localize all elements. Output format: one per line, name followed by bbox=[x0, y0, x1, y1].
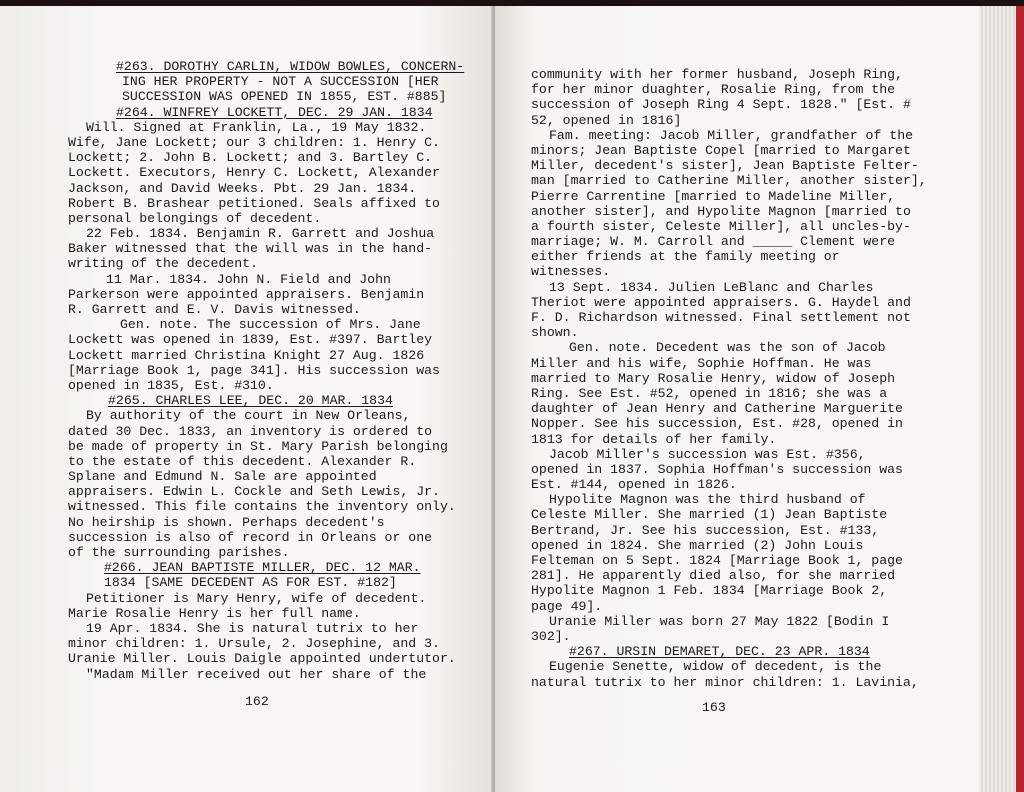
text-line: succession of Joseph Ring 4 Sept. 1828." [Est. # bbox=[531, 97, 911, 113]
text-line: opened in 1837. Sophia Hoffman's succession was bbox=[531, 461, 903, 477]
entry-heading-264: #264. WINFREY LOCKETT, DEC. 29 JAN. 1834 bbox=[116, 104, 433, 120]
text-line: daughter of Jean Henry and Catherine Marguerite bbox=[531, 401, 903, 417]
text-line: Jacob Miller's succession was Est. #356, bbox=[549, 446, 866, 462]
text-line: a fourth sister, Celeste Miller], all uncles-by- bbox=[531, 218, 911, 234]
text-line: 1813 for details of her family. bbox=[531, 431, 777, 447]
text-line: Lockett. Executors, Henry C. Lockett, Alexander bbox=[68, 165, 440, 181]
text-line: Hypolite Magnon was the third husband of bbox=[549, 492, 866, 508]
text-line: Ring. See Est. #52, opened in 1816; she was a bbox=[531, 385, 888, 401]
text-line: another sister], and Hypolite Magnon [married to bbox=[531, 203, 911, 219]
text-line: writing of the decedent. bbox=[68, 256, 258, 272]
right-page-number: 163 bbox=[702, 700, 726, 715]
text-line: to the estate of this decedent. Alexander R. bbox=[68, 453, 417, 469]
text-line: Splane and Edmund N. Sale are appointed bbox=[68, 469, 377, 485]
text-line: 22 Feb. 1834. Benjamin R. Garrett and Joshua bbox=[86, 226, 435, 242]
text-line: minors; Jean Baptiste Copel [married to Margaret bbox=[531, 142, 911, 158]
text-line: 1834 [SAME DECEDENT AS FOR EST. #182] bbox=[104, 575, 397, 591]
text-line: witnessed. This file contains the inventory only. bbox=[68, 499, 456, 515]
right-page-text bbox=[531, 67, 927, 690]
text-line: By authority of the court in New Orleans, bbox=[86, 408, 411, 424]
text-line: Uranie Miller. Louis Daigle appointed undertutor. bbox=[68, 651, 456, 667]
text-line: community with her former husband, Joseph Ring, bbox=[531, 67, 903, 82]
text-line: man [married to Catherine Miller, another sister], bbox=[531, 173, 927, 189]
text-line: shown. bbox=[531, 325, 579, 341]
text-line: Gen. note. Decedent was the son of Jacob bbox=[569, 340, 886, 356]
text-line: either friends at the family meeting or bbox=[531, 249, 840, 265]
text-line: Miller, decedent's sister], Jean Baptiste Felter- bbox=[531, 158, 919, 174]
text-line: Est. #144, opened in 1826. bbox=[531, 477, 737, 493]
text-line: Lockett; 2. John B. Lockett; and 3. Bartley C. bbox=[68, 150, 433, 166]
text-line: [Marriage Book 1, page 341]. His succession was bbox=[68, 362, 440, 378]
text-line: Baker witnessed that the will was in the hand- bbox=[68, 241, 433, 257]
text-line: marriage; W. M. Carroll and _____ Clement were bbox=[531, 234, 896, 250]
text-line: be made of property in St. Mary Parish belonging bbox=[68, 438, 448, 454]
text-line: Marie Rosalie Henry is her full name. bbox=[68, 605, 361, 621]
text-line: Wife, Jane Lockett; our 3 children: 1. Henry C. bbox=[68, 134, 440, 150]
text-line: Lockett married Christina Knight 27 Aug. 1826 bbox=[68, 347, 425, 363]
text-line: appraisers. Edwin L. Cockle and Seth Lewis, Jr. bbox=[68, 484, 440, 500]
text-line: Gen. note. The succession of Mrs. Jane bbox=[120, 317, 421, 333]
text-line: personal belongings of decedent. bbox=[68, 210, 322, 226]
text-line: Eugenie Senette, widow of decedent, is the bbox=[549, 659, 882, 675]
text-line: opened in 1835, Est. #310. bbox=[68, 377, 274, 393]
text-line: succession is also of record in Orleans or one bbox=[68, 529, 433, 545]
text-line: Pierre Carrentine [married to Madeline Miller, bbox=[531, 188, 896, 204]
text-line: Celeste Miller. She married (1) Jean Baptiste bbox=[531, 507, 888, 523]
entry-heading-267: #267. URSIN DEMARET, DEC. 23 APR. 1834 bbox=[569, 644, 870, 660]
text-line: dated 30 Dec. 1833, an inventory is ordered to bbox=[68, 423, 433, 439]
text-line: ING HER PROPERTY - NOT A SUCCESSION [HER bbox=[122, 74, 439, 90]
entry-heading-265: #265. CHARLES LEE, DEC. 20 MAR. 1834 bbox=[108, 393, 393, 409]
text-line: Theriot were appointed appraisers. G. Haydel and bbox=[531, 294, 911, 310]
text-line: Lockett was opened in 1839, Est. #397. Bartley bbox=[68, 332, 433, 348]
cover-edge bbox=[1016, 6, 1024, 792]
text-line: Felteman on 5 Sept. 1824 [Marriage Book 1, page bbox=[531, 553, 903, 568]
text-line: No heirship is shown. Perhaps decedent's bbox=[68, 514, 385, 530]
text-line: 281]. He apparently died also, for she married bbox=[531, 568, 896, 584]
text-line: 52, opened in 1816] bbox=[531, 112, 682, 128]
text-line: for her minor duaghter, Rosalie Ring, from the bbox=[531, 82, 896, 98]
text-line: Parkerson were appointed appraisers. Benjamin bbox=[68, 286, 425, 302]
text-line: minor children: 1. Ursule, 2. Josephine, and 3. bbox=[68, 636, 440, 652]
entry-heading-266: #266. JEAN BAPTISTE MILLER, DEC. 12 MAR. bbox=[104, 560, 421, 576]
text-line: Nopper. See his succession, Est. #28, opened in bbox=[531, 416, 903, 432]
text-line: Hypolite Magnon 1 Feb. 1834 [Marriage Book 2, bbox=[531, 583, 888, 599]
text-line: R. Garrett and E. V. Davis witnessed. bbox=[68, 302, 361, 317]
text-line: Jackson, and David Weeks. Pbt. 29 Jan. 1834. bbox=[68, 180, 417, 196]
text-line: 302]. bbox=[531, 628, 571, 644]
text-line: Will. Signed at Franklin, La., 19 May 1832. bbox=[86, 119, 427, 135]
text-line: "Madam Miller received out her share of the bbox=[86, 666, 427, 682]
text-line: Miller and his wife, Sophie Hoffman. He was bbox=[531, 355, 872, 371]
text-line: page 49]. bbox=[531, 598, 603, 614]
left-page-text bbox=[68, 59, 464, 682]
text-line: natural tutrix to her minor children: 1. Lavinia, bbox=[531, 674, 919, 690]
text-line: 11 Mar. 1834. John N. Field and John bbox=[106, 271, 391, 287]
text-line: Uranie Miller was born 27 May 1822 [Bodin I bbox=[549, 613, 890, 629]
text-line: Fam. meeting: Jacob Miller, grandfather of the bbox=[549, 127, 914, 143]
entry-heading-263: #263. DOROTHY CARLIN, WIDOW BOWLES, CONCERN- bbox=[116, 59, 465, 74]
text-line: opened in 1824. She married (2) John Louis bbox=[531, 537, 864, 553]
text-line: Bertrand, Jr. See his succession, Est. #133, bbox=[531, 522, 880, 538]
text-line: 19 Apr. 1834. She is natural tutrix to her bbox=[86, 620, 419, 636]
left-page-number: 162 bbox=[245, 694, 269, 709]
text-line: SUCCESSION WAS OPENED IN 1855, EST. #885] bbox=[122, 89, 447, 105]
text-line: 13 Sept. 1834. Julien LeBlanc and Charles bbox=[549, 279, 874, 295]
text-line: married to Mary Rosalie Henry, widow of Joseph bbox=[531, 370, 896, 386]
text-line: of the surrounding parishes. bbox=[68, 545, 290, 560]
text-line: Petitioner is Mary Henry, wife of decedent. bbox=[86, 590, 427, 606]
text-line: witnesses. bbox=[531, 264, 611, 280]
text-line: F. D. Richardson witnessed. Final settlement not bbox=[531, 310, 911, 325]
text-line: Robert B. Brashear petitioned. Seals affixed to bbox=[68, 195, 440, 211]
